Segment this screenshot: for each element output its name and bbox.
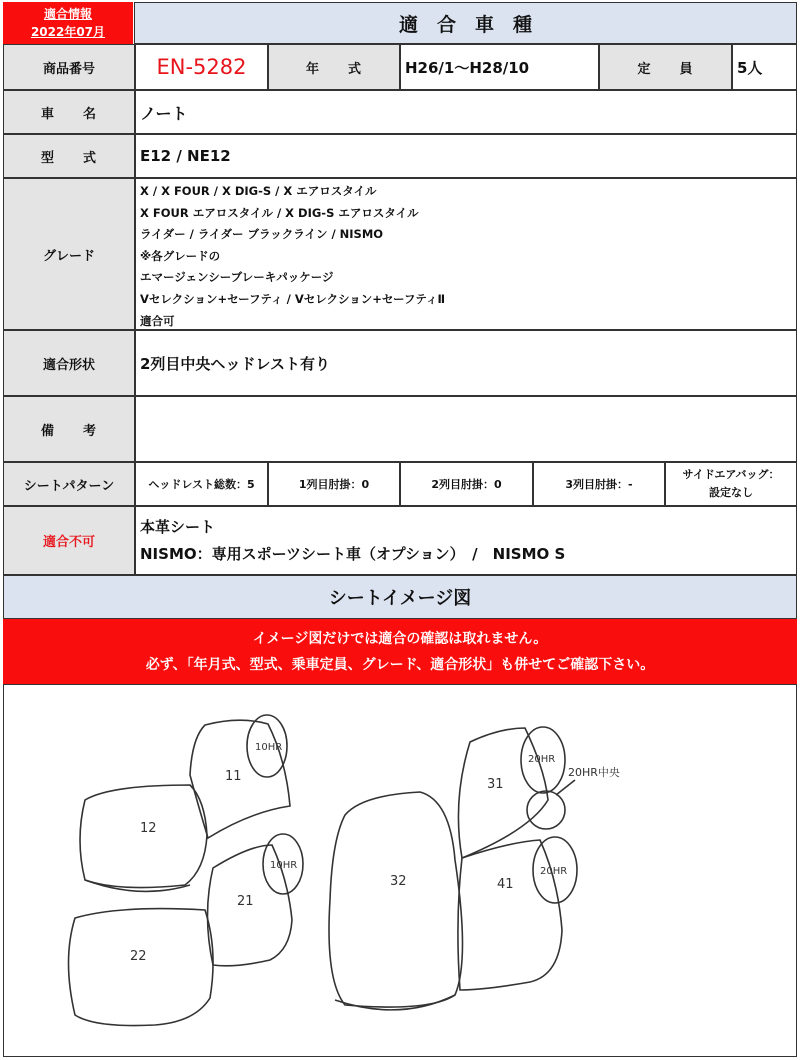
seat-diagram <box>0 684 800 1060</box>
capacity-value: 5人 <box>732 44 797 90</box>
warning-line: イメージ図だけでは適合の確認は取れません。 <box>252 630 548 647</box>
side-airbag-value: 設定なし <box>709 486 753 499</box>
label-seat-12: 12 <box>140 821 157 836</box>
grade-line: Vセレクション+セーフティ / Vセレクション+セーフティⅡ <box>140 291 446 306</box>
year-label: 年 式 <box>268 44 400 90</box>
side-airbag-label: サイドエアバッグ： <box>682 468 780 481</box>
page-title: 適 合 車 種 <box>134 2 797 44</box>
shape-value: 2列目中央ヘッドレスト有り <box>135 330 797 396</box>
year-value: H26/1～H28/10 <box>400 44 599 90</box>
label-seat-41: 41 <box>497 877 514 892</box>
headrest-total: ヘッドレスト総数：5 <box>135 462 268 506</box>
info-label: 適合情報 <box>43 7 92 21</box>
label-seat-11: 11 <box>225 769 242 784</box>
label-20hr-top: 20HR <box>528 754 556 765</box>
shape-label: 適合形状 <box>3 330 135 396</box>
seat-cushion-12 <box>80 785 207 888</box>
grade-line: ※各グレードの <box>140 248 221 263</box>
row2-armrest: 2列目肘掛：0 <box>400 462 533 506</box>
warning-line: 必ず、「年月式、型式、乗車定員、グレード、適合形状」も併せてご確認下さい。 <box>145 656 655 673</box>
seat-pattern-label: シートパターン <box>3 462 135 506</box>
incompatible-line: 本革シート <box>140 518 216 536</box>
vehicle-name-value: ノート <box>135 90 797 134</box>
info-date: 2022年07月 <box>30 25 106 39</box>
incompatible-label: 適合不可 <box>3 506 135 575</box>
row1-armrest: 1列目肘掛：0 <box>268 462 400 506</box>
headrest-20hr-center <box>527 791 565 829</box>
product-number-value: EN-5282 <box>135 44 268 90</box>
row3-armrest: 3列目肘掛：- <box>533 462 665 506</box>
label-10hr-top: 10HR <box>255 742 283 753</box>
label-seat-22: 22 <box>130 949 147 964</box>
label-seat-21: 21 <box>237 894 254 909</box>
vehicle-name-label: 車 名 <box>3 90 135 134</box>
seat-back-31 <box>458 728 548 858</box>
side-airbag <box>665 462 797 506</box>
capacity-label: 定 員 <box>599 44 732 90</box>
grade-list <box>135 178 797 330</box>
remarks-label: 備 考 <box>3 396 135 462</box>
product-number-label: 商品番号 <box>3 44 135 90</box>
label-seat-31: 31 <box>487 777 504 792</box>
info-badge <box>3 2 133 44</box>
label-10hr-mid: 10HR <box>270 860 298 871</box>
grade-line: 適合可 <box>140 313 175 328</box>
grade-line: X FOUR エアロスタイル / X DIG-S エアロスタイル <box>140 205 419 220</box>
incompatible-value <box>135 506 797 575</box>
seat-cushion-32 <box>329 792 463 1007</box>
image-section-title: シートイメージ図 <box>3 575 797 619</box>
label-20hr-center: 20HR中央 <box>568 766 620 779</box>
incompatible-line: NISMO：専用スポーツシート車（オプション） / NISMO S <box>140 545 566 563</box>
remarks-value <box>135 396 797 462</box>
grade-line: エマージェンシーブレーキパッケージ <box>140 270 334 285</box>
warning-banner <box>3 619 797 684</box>
model-label: 型 式 <box>3 134 135 178</box>
label-20hr-bottom: 20HR <box>540 866 568 877</box>
seat-cushion-22 <box>69 909 214 1026</box>
grade-label: グレード <box>3 178 135 330</box>
label-seat-32: 32 <box>390 874 407 889</box>
grade-line: X / X FOUR / X DIG-S / X エアロスタイル <box>140 184 377 198</box>
seat-back-41 <box>458 840 562 990</box>
grade-line: ライダー / ライダー ブラックライン / NISMO <box>140 227 384 242</box>
model-value: E12 / NE12 <box>135 134 797 178</box>
